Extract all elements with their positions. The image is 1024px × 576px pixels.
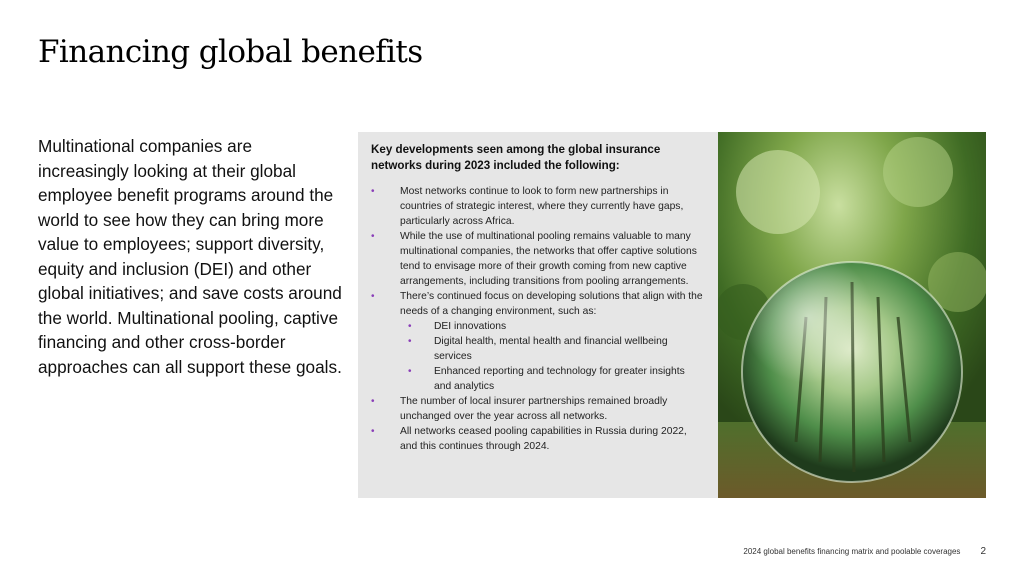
footer [743,546,986,557]
list-item: • While the use of multinational pooling remains valuable to many multinational companies, the networks that offer captive solutions tend to envisage more of their growth coming from new captive arrangements, including transitions from pooling arrangements. [371,229,704,289]
sub-list-item: • DEI innovations [400,319,704,334]
panel-heading: Key developments seen among the global insurance networks during 2023 included the following: [371,143,661,172]
crystal-ball-forest-photo [718,132,986,498]
list-item: • All networks ceased pooling capabilities in Russia during 2022, and this continues through 2024. [371,424,704,454]
page-number: 2 [980,546,986,557]
footer-text: 2024 global benefits financing matrix and poolable coverages [743,547,961,556]
list-item: • The number of local insurer partnerships remained broadly unchanged over the year across all networks. [371,394,704,424]
page-title: Financing global benefits [38,34,423,70]
developments-list [371,184,704,454]
key-developments-panel [358,132,718,498]
intro-paragraph: Multinational companies are increasingly looking at their global employee benefit programs around the world to see how they can bring more value to employees; support diversity, equity and inclusion (DEI) and other global initiatives; and save costs around the world. Multinational pooling, captive financing and other cross-border approaches can all support these goals. [38,136,342,377]
sub-list [400,319,704,394]
list-item: • There’s continued focus on developing solutions that align with the needs of a changing environment, such as: • DEI innovations • Digital health, mental health and financial wellbeing services • Enhanced reporting and technology for greater insights and analytics [371,289,704,394]
list-item: • Most networks continue to look to form new partnerships in countries of strategic interest, where they currently have gaps, particularly across Africa. [371,184,704,229]
sub-list-item: • Enhanced reporting and technology for greater insights and analytics [400,364,704,394]
sub-list-item: • Digital health, mental health and financial wellbeing services [400,334,704,364]
